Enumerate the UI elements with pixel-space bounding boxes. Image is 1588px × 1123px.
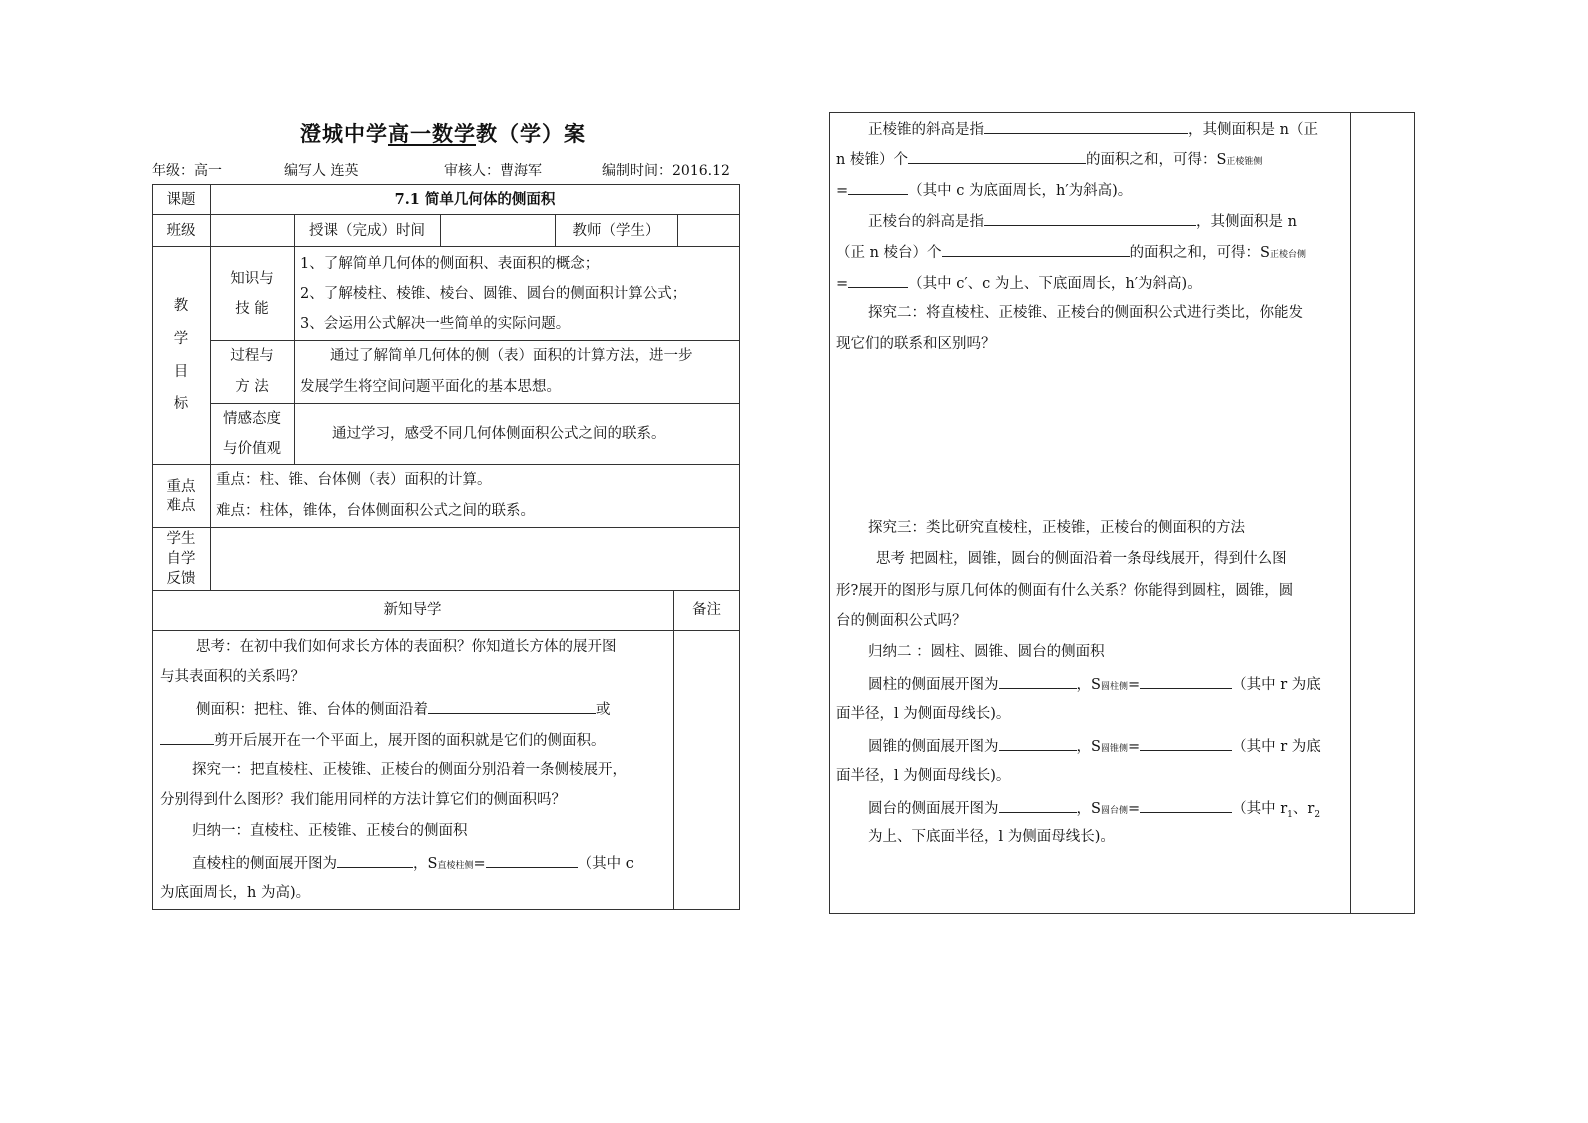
process-label-1: 过程与 [230,348,274,364]
prism-line2: 为底面周长，h 为高)。 [160,885,311,901]
difficulty: 难点：柱体，锥体，台体侧面积公式之间的联系。 [216,503,535,519]
title-underlined: 高一数学 [388,121,476,146]
cone-blank-2[interactable] [1140,736,1232,751]
date-label: 编制时间：2016.12 [602,163,730,179]
pyramid-blank-2[interactable] [908,149,1086,164]
prism-blank-1[interactable] [337,853,413,868]
pyramid-line2: n 棱锥）个 的面积之和，可得：S正棱锥侧 [836,149,1262,171]
goals-label-2: 学 [173,331,189,347]
explore2-line2: 现它们的联系和区别吗？ [836,336,996,352]
process-label-2: 方 法 [235,379,269,395]
topic-value: 7.1 简单几何体的侧面积 [394,191,556,208]
cone-line2: 面半径，l 为侧面母线长)。 [836,768,1011,784]
cone-blank-1[interactable] [999,736,1077,751]
process-text-1: 通过了解简单几何体的侧（表）面积的计算方法，进一步 [330,348,693,364]
teacher-label: 教师（学生） [572,223,660,239]
reviewer-label: 审核人：曹海军 [444,163,542,179]
frustum-blank-3[interactable] [848,273,908,288]
emotion-text: 通过学习，感受不同几何体侧面积公式之间的联系。 [332,426,666,442]
goals-label-3: 目 [173,364,189,380]
summary2: 归纳二 ：圆柱、圆锥、圆台的侧面积 [868,644,1105,660]
emotion-label-2: 与价值观 [223,441,281,457]
knowledge-item-3: 3、会运用公式解决一些简单的实际问题。 [300,316,571,332]
pyramid-blank-3[interactable] [848,180,908,195]
think1-line2: 与其表面积的关系吗？ [160,669,305,685]
frustum-blank-2[interactable] [942,242,1130,257]
title-suffix: 教（学）案 [476,121,586,146]
frustum-blank-1[interactable] [984,211,1196,226]
think2-line2: 形?展开的图形与原几何体的侧面有什么关系？你能得到圆柱，圆锥，圆 [836,583,1294,599]
class-label: 班级 [166,223,196,239]
feedback-label-2: 自学 [166,551,196,567]
think2-line1: 思考 把圆柱，圆锥，圆台的侧面沿着一条母线展开，得到什么图 [876,551,1287,567]
lateral-blank-1[interactable] [428,699,596,714]
time-label: 授课（完成）时间 [309,223,425,239]
explore1-line1: 探究一：把直棱柱、正棱锥、正棱台的侧面分别沿着一条侧棱展开， [192,762,627,778]
knowledge-item-1: 1、了解简单几何体的侧面积、表面积的概念； [300,256,600,272]
page-title [300,118,586,148]
goals-label-1: 教 [173,298,189,314]
emotion-label-1: 情感态度 [223,411,281,427]
think2-line3: 台的侧面积公式吗？ [836,613,967,629]
pyramid-blank-1[interactable] [984,119,1188,134]
feedback-label-1: 学生 [166,531,196,547]
goals-label-4: 标 [173,396,189,412]
knowledge-label-2: 技 能 [235,301,269,317]
lateral-blank-2[interactable] [160,730,214,745]
title-prefix: 澄城中学 [300,121,388,146]
cylinder-blank-1[interactable] [999,674,1077,689]
prism-blank-2[interactable] [486,853,578,868]
writer-label: 编写人 连英 [284,163,359,179]
explore2-line1: 探究二：将直棱柱、正棱锥、正棱台的侧面积公式进行类比，你能发 [868,305,1303,321]
lateral-line2: 剪开后展开在一个平面上，展开图的面积就是它们的侧面积。 [160,730,606,750]
process-text-2: 发展学生将空间问题平面化的基本思想。 [300,379,561,395]
grade-label: 年级：高一 [152,163,222,179]
explore3: 探究三：类比研究直棱柱，正棱锥，正棱台的侧面积的方法 [868,520,1245,536]
explore1-line2: 分别得到什么图形？我们能用同样的方法计算它们的侧面积吗？ [160,792,566,808]
frustum-line1: 正棱台的斜高是指 ，其侧面积是 n [868,211,1297,231]
frustum-line3: = （其中 c′、c 为上、下底面周长，h′为斜高)。 [836,273,1202,293]
knowledge-item-2: 2、了解棱柱、棱锥、棱台、圆锥、圆台的侧面积计算公式； [300,286,687,302]
keypoint-label-1: 重点 [166,479,196,495]
new-knowledge-label: 新知导学 [383,602,442,618]
cylinder-line1: 圆柱的侧面展开图为 ，S圆柱侧= （其中 r 为底 [868,674,1321,696]
knowledge-label-1: 知识与 [230,271,274,287]
keypoint-label-2: 难点 [166,498,196,514]
frustum-cone-line2: 为上、下底面半径，l 为侧面母线长)。 [868,829,1115,845]
feedback-label-3: 反馈 [166,571,196,587]
frustum-line2: （正 n 棱台）个 的面积之和，可得：S正棱台侧 [836,242,1306,264]
prism-line1: 直棱柱的侧面展开图为 ，S直棱柱侧= （其中 c [192,853,634,875]
summary1: 归纳一：直棱柱、正棱锥、正棱台的侧面积 [192,823,468,839]
pyramid-line3: = （其中 c 为底面周长，h′为斜高)。 [836,180,1132,200]
frustum-cone-blank-1[interactable] [999,798,1077,813]
cone-line1: 圆锥的侧面展开图为 ，S圆锥侧= （其中 r 为底 [868,736,1321,758]
frustum-cone-blank-2[interactable] [1140,798,1232,813]
cylinder-line2: 面半径，l 为侧面母线长)。 [836,706,1011,722]
lateral-line1: 侧面积：把柱、锥、台体的侧面沿着 或 [196,699,611,719]
pyramid-line1: 正棱锥的斜高是指 ，其侧面积是 n（正 [868,119,1318,139]
remarks-label: 备注 [692,602,721,618]
key-point: 重点：柱、锥、台体侧（表）面积的计算。 [216,472,492,488]
think1-line1: 思考：在初中我们如何求长方体的表面积？你知道长方体的展开图 [196,639,617,655]
topic-label: 课题 [166,192,196,208]
right-page-table [829,112,1415,914]
cylinder-blank-2[interactable] [1140,674,1232,689]
frustum-cone-line1: 圆台的侧面展开图为 ，S圆台侧= （其中 $r_1$、$r_2$ [868,798,1320,824]
